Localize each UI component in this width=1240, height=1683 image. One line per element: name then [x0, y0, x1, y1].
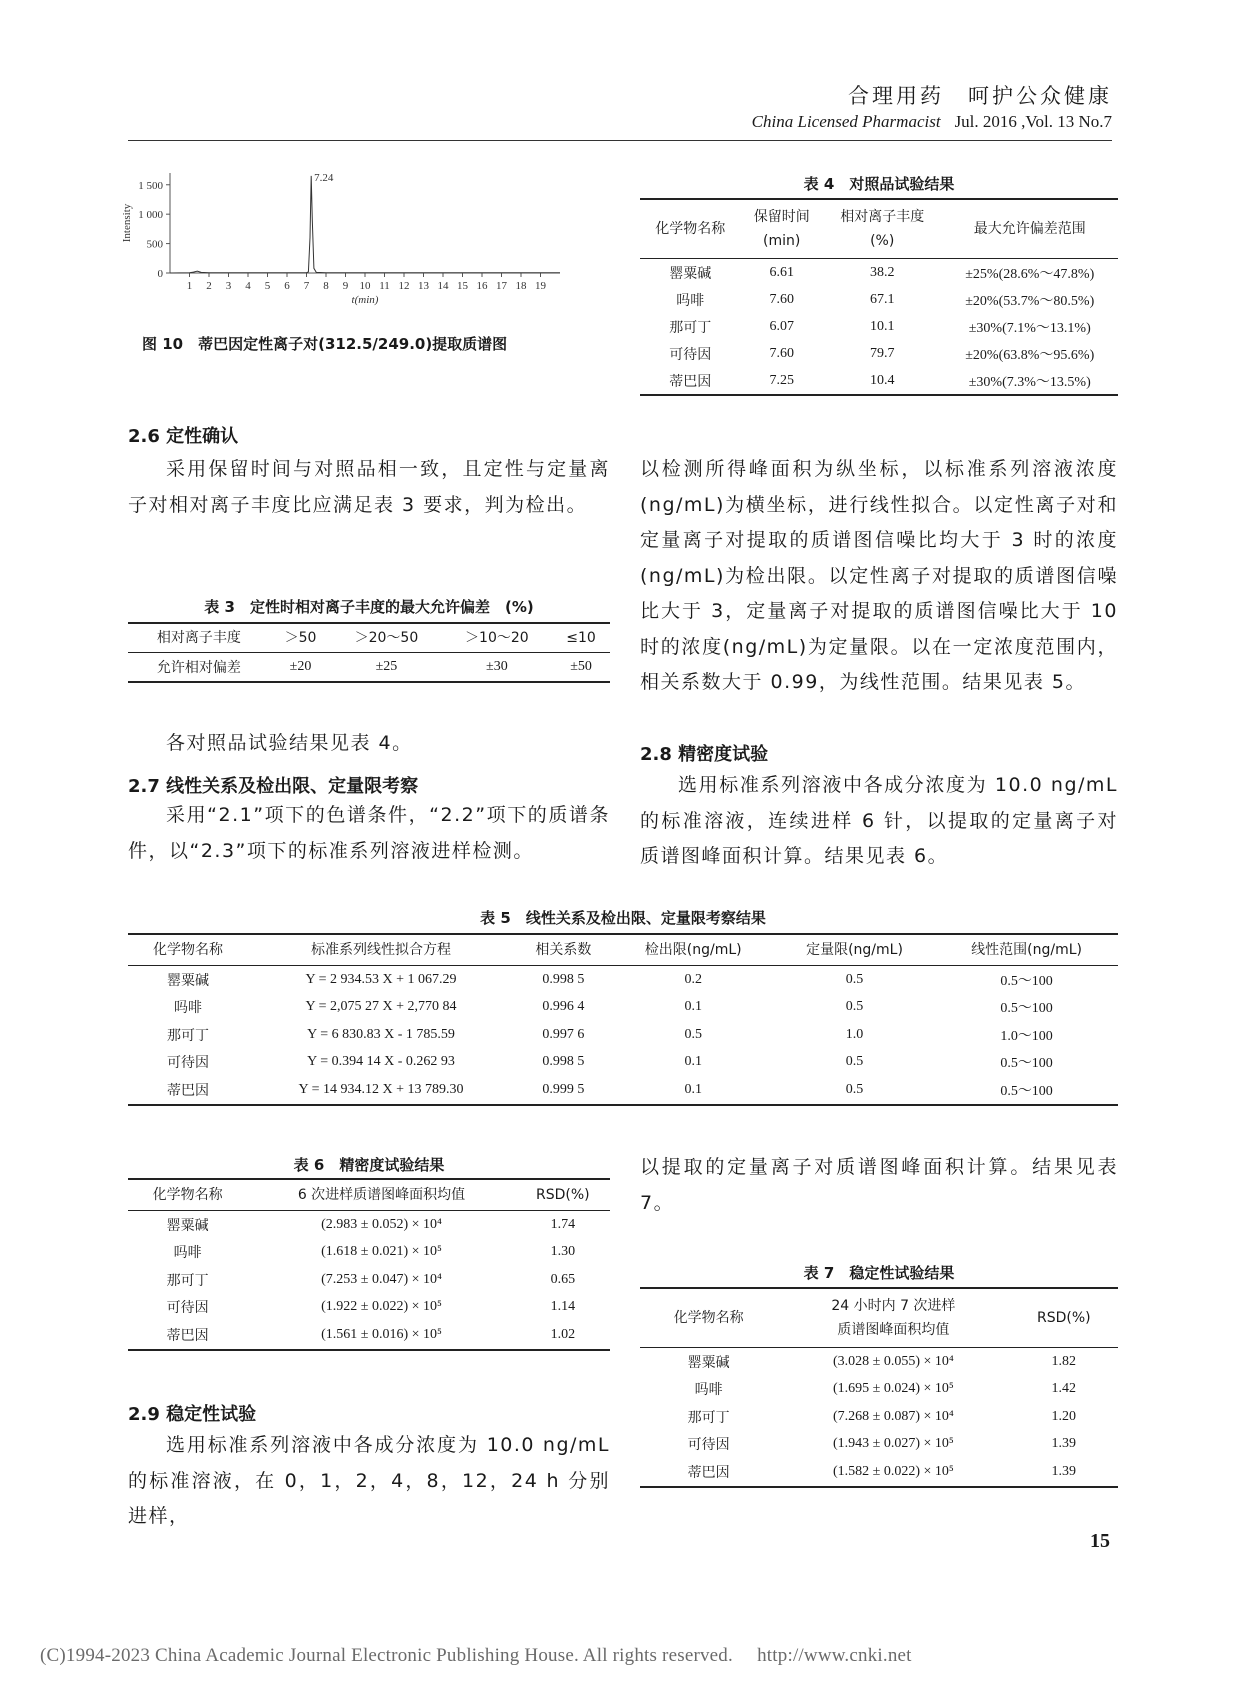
- table-row: [128, 994, 1118, 1022]
- table6-cell: 1.02: [516, 1321, 610, 1350]
- table5-cell: 0.996 4: [542, 999, 585, 1015]
- table3-cell: 允许相对偏差: [128, 653, 270, 683]
- table4-cell: 79.7: [869, 345, 895, 361]
- table4-cell: 7.25: [740, 367, 822, 395]
- table-row: [640, 1348, 1118, 1376]
- table-7: [640, 1287, 1118, 1488]
- section-2-7-title: 2.7 线性关系及检出限、定量限考察: [128, 776, 419, 797]
- table-5: [128, 933, 1118, 1106]
- table7-cell: 吗啡: [694, 1382, 723, 1399]
- table5-header-3: 检出限(ng/mL): [613, 934, 774, 966]
- table5-cell: Y = 2 934.53 X + 1 067.29: [305, 971, 457, 987]
- table5-cell: 吗啡: [173, 1000, 202, 1017]
- table-7-caption: 表 7 稳定性试验结果: [803, 1264, 955, 1282]
- table5-cell: 1.0: [845, 1026, 864, 1042]
- table5-cell: 0.5: [845, 1054, 864, 1070]
- table-row: [640, 313, 1118, 340]
- x-tick-label: 8: [323, 280, 329, 292]
- table6-cell: 1.74: [550, 1216, 576, 1232]
- section-2-9-text-left: 选用标准系列溶液中各成分浓度为 10.0 ng/mL 的标准溶液，在 0，1，2，4，8，12，24 h 分别进样，: [128, 1434, 610, 1527]
- x-tick-label: 18: [515, 280, 527, 292]
- table4-cell: 那可丁: [669, 319, 712, 336]
- table7-cell: 1.42: [1051, 1381, 1077, 1397]
- table4-cell: 蒂巴因: [640, 367, 740, 395]
- table6-cell: (1.618 ± 0.021) × 10⁵: [321, 1244, 442, 1260]
- journal-info: [752, 112, 1112, 132]
- table5-cell: 0.1: [613, 1076, 774, 1105]
- table5-cell: 那可丁: [166, 1027, 209, 1044]
- table4-cell: 可待因: [669, 346, 712, 363]
- table7-cell: (1.695 ± 0.024) × 10⁵: [833, 1381, 954, 1397]
- table5-cell: 罂粟碱: [166, 972, 209, 989]
- table7-cell: (3.028 ± 0.055) × 10⁴: [833, 1353, 954, 1369]
- table7-cell: (7.268 ± 0.087) × 10⁴: [833, 1408, 954, 1424]
- table5-cell: 1.0～100: [1000, 1028, 1053, 1044]
- table7-cell: 1.20: [1051, 1408, 1077, 1424]
- table4-cell: 6.07: [769, 318, 794, 334]
- table4-cell: ±30%(7.1%～13.1%): [968, 320, 1091, 336]
- x-tick-label: 6: [284, 280, 290, 292]
- table6-cell: 1.14: [550, 1299, 576, 1315]
- table3-header-1: ＞50: [270, 623, 331, 653]
- x-tick-label: 14: [437, 280, 449, 292]
- table-3: [128, 622, 610, 683]
- table-row: [640, 1403, 1118, 1431]
- table6-cell: (1.922 ± 0.022) × 10⁵: [321, 1299, 442, 1315]
- table4-cell: 罂粟碱: [669, 265, 712, 282]
- table-4-reference: 各对照品试验结果见表 4。: [166, 732, 413, 754]
- table5-cell: 0.999 5: [514, 1076, 612, 1105]
- y-tick-label: 0: [157, 268, 163, 280]
- y-tick-label: 500: [146, 238, 163, 251]
- table-row: [640, 1376, 1118, 1404]
- table5-cell: 0.998 5: [542, 1054, 585, 1070]
- y-tick-label: 1 000: [138, 209, 163, 222]
- x-tick-label: 19: [535, 280, 546, 292]
- table5-cell: 0.5～100: [1000, 1001, 1053, 1017]
- x-tick-label: 10: [359, 280, 371, 292]
- y-axis-label: Intensity: [121, 203, 133, 243]
- table6-cell: 可待因: [166, 1300, 209, 1317]
- table5-cell: 可待因: [166, 1055, 209, 1072]
- table4-header-2: 相对离子丰度 (%): [823, 199, 942, 259]
- table4-cell: 10.1: [869, 318, 895, 334]
- table5-header-0: 化学物名称: [128, 934, 248, 966]
- journal-issue: Jul. 2016 ,Vol. 13 No.7: [954, 112, 1112, 131]
- section-2-9-title: 2.9 稳定性试验: [128, 1404, 257, 1425]
- table-6-caption: 表 6 精密度试验结果: [293, 1156, 445, 1174]
- section-2-8-text: 选用标准系列溶液中各成分浓度为 10.0 ng/mL 的标准溶液，连续进样 6 针，以提取的定量离子对质谱图峰面积计算。结果见表 6。: [640, 774, 1118, 867]
- table5-cell: 蒂巴因: [128, 1076, 248, 1105]
- table5-cell: 0.5～100: [1000, 973, 1053, 989]
- table3-header-3: ＞10～20: [442, 623, 552, 653]
- table5-cell: Y = 0.394 14 X - 0.262 93: [307, 1054, 455, 1070]
- table6-cell: 1.30: [550, 1244, 576, 1260]
- table3-header-4: ≤10: [552, 623, 610, 653]
- x-axis-label: t(min): [351, 294, 379, 306]
- x-tick-label: 11: [379, 280, 390, 292]
- table7-cell: 1.82: [1051, 1353, 1077, 1369]
- table-row: [640, 1458, 1118, 1487]
- table7-header-2: RSD(%): [1010, 1288, 1118, 1348]
- table-6: [128, 1178, 610, 1351]
- table4-cell: 7.60: [769, 345, 794, 361]
- table-row: [128, 1211, 610, 1239]
- x-tick-label: 1: [186, 280, 193, 292]
- table5-cell: 0.2: [684, 971, 702, 987]
- journal-name: China Licensed Pharmacist: [751, 112, 941, 131]
- header-slogan: 合理用药 呵护公众健康: [848, 84, 1112, 108]
- table5-cell: Y = 2,075 27 X + 2,770 84: [305, 999, 457, 1015]
- table7-cell: 罂粟碱: [687, 1354, 730, 1371]
- table-row: [128, 1076, 1118, 1105]
- x-tick-label: 15: [457, 280, 468, 292]
- section-2-7-text-left: 采用“2.1”项下的色谱条件，“2.2”项下的质谱条件，以“2.3”项下的标准系列溶液进样检测。: [128, 804, 610, 862]
- table4-cell: ±25%(28.6%～47.8%): [965, 266, 1095, 282]
- x-tick-label: 2: [206, 280, 212, 292]
- table7-header-1: 24 小时内 7 次进样 质谱图峰面积均值: [777, 1288, 1009, 1348]
- table5-header-5: 线性范围(ng/mL): [935, 934, 1118, 966]
- table5-cell: 0.5: [845, 999, 864, 1015]
- table3-header-2: ＞20～50: [331, 623, 441, 653]
- table5-cell: Y = 6 830.83 X - 1 785.59: [307, 1026, 455, 1042]
- table4-cell: 38.2: [869, 264, 895, 280]
- table4-cell: ±30%(7.3%～13.5%): [941, 367, 1118, 395]
- x-tick-label: 17: [496, 280, 507, 292]
- table5-header-2: 相关系数: [514, 934, 612, 966]
- table-row: [640, 1431, 1118, 1459]
- table7-cell: 1.39: [1051, 1436, 1077, 1452]
- table7-cell: 蒂巴因: [640, 1458, 777, 1487]
- table6-cell: 蒂巴因: [128, 1321, 247, 1350]
- table4-cell: 7.60: [769, 291, 794, 307]
- table-row: [640, 340, 1118, 367]
- table-row: [640, 259, 1118, 287]
- table3-header-0: 相对离子丰度: [128, 623, 270, 653]
- table5-header-1: 标准系列线性拟合方程: [248, 934, 514, 966]
- table-row: [640, 367, 1118, 395]
- table-4: [640, 198, 1118, 396]
- table4-header-0: 化学物名称: [640, 199, 740, 259]
- section-2-6-title: 2.6 定性确认: [128, 426, 239, 447]
- y-tick-label: 1 500: [138, 179, 163, 192]
- x-tick-label: 9: [342, 280, 349, 292]
- table5-cell: 0.1: [684, 1054, 702, 1070]
- table5-header-4: 定量限(ng/mL): [774, 934, 935, 966]
- table-3-caption: 表 3 定性时相对离子丰度的最大允许偏差 (%): [204, 598, 534, 616]
- table5-cell: 0.998 5: [542, 971, 585, 987]
- table3-cell: ±20: [270, 653, 331, 683]
- table-5-caption: 表 5 线性关系及检出限、定量限考察结果: [480, 909, 766, 927]
- table7-cell: (1.582 ± 0.022) × 10⁵: [777, 1458, 1009, 1487]
- table4-cell: 6.61: [769, 264, 794, 280]
- table5-cell: 0.5: [684, 1026, 702, 1042]
- table-row: [128, 966, 1118, 994]
- x-tick-label: 7: [303, 280, 310, 292]
- table6-cell: 0.65: [550, 1271, 576, 1287]
- table-4-caption: 表 4 对照品试验结果: [803, 175, 955, 193]
- table4-cell: 吗啡: [676, 292, 705, 309]
- table6-header-0: 化学物名称: [128, 1179, 247, 1211]
- table-row: [128, 1266, 610, 1294]
- table5-cell: Y = 14 934.12 X + 13 789.30: [248, 1076, 514, 1105]
- x-tick-label: 12: [398, 280, 410, 292]
- section-2-8-title: 2.8 精密度试验: [640, 744, 769, 765]
- table7-cell: 那可丁: [687, 1409, 730, 1426]
- table-row: [128, 1021, 1118, 1049]
- table4-cell: ±20%(63.8%～95.6%): [965, 347, 1095, 363]
- table5-cell: 0.5～100: [1000, 1056, 1053, 1072]
- table6-cell: 那可丁: [166, 1272, 209, 1289]
- x-tick-label: 5: [264, 280, 271, 292]
- table4-cell: 67.1: [869, 291, 895, 307]
- figure-10-chart: [120, 165, 610, 325]
- table6-cell: (2.983 ± 0.052) × 10⁴: [321, 1216, 442, 1232]
- table4-header-3: 最大允许偏差范围: [941, 199, 1118, 259]
- table7-header-0: 化学物名称: [640, 1288, 777, 1348]
- table5-cell: 0.5: [774, 1076, 935, 1105]
- table6-header-2: RSD(%): [516, 1179, 610, 1211]
- table-row: [640, 286, 1118, 313]
- table3-cell: ±25: [331, 653, 441, 683]
- table5-cell: 0.997 6: [542, 1026, 585, 1042]
- section-2-7-text-right: 以检测所得峰面积为纵坐标，以标准系列溶液浓度(ng/mL)为横坐标，进行线性拟合。以定性离子对和定量离子对提取的质谱图信噪比均大于 3 时的浓度(ng/mL)为检出限。以定性离子对提取的质谱图信噪比大于 3，定量离子对提取的质谱图信噪比大于 10 时的浓度(ng/mL)为定量限。以在一定浓度范围内，相关系数大于 0.99，为线性范围。结果见表 5。: [640, 458, 1118, 693]
- x-tick-label: 4: [245, 280, 251, 292]
- table5-cell: 0.5～100: [935, 1076, 1118, 1105]
- x-tick-label: 16: [476, 280, 488, 292]
- figure-10-caption: 图 10 蒂巴因定性离子对(312.5/249.0)提取质谱图: [142, 335, 508, 353]
- table5-cell: 0.5: [845, 971, 864, 987]
- peak-label: 7.24: [314, 172, 334, 184]
- table5-cell: 0.1: [684, 999, 702, 1015]
- table6-cell: 罂粟碱: [166, 1217, 209, 1234]
- table6-cell: (7.253 ± 0.047) × 10⁴: [321, 1271, 442, 1287]
- table6-header-1: 6 次进样质谱图峰面积均值: [247, 1179, 515, 1211]
- table3-cell: ±30: [442, 653, 552, 683]
- section-2-9-text-right: 以提取的定量离子对质谱图峰面积计算。结果见表 7。: [640, 1156, 1118, 1214]
- header-rule: [128, 140, 1112, 141]
- table-row: [128, 1049, 1118, 1077]
- table-row: [128, 1294, 610, 1322]
- table-row: [128, 1239, 610, 1267]
- x-tick-label: 3: [225, 280, 232, 292]
- table4-cell: ±20%(53.7%～80.5%): [965, 293, 1095, 309]
- table6-cell: (1.561 ± 0.016) × 10⁵: [247, 1321, 515, 1350]
- table7-cell: (1.943 ± 0.027) × 10⁵: [833, 1436, 954, 1452]
- table4-cell: 10.4: [823, 367, 942, 395]
- table3-cell: ±50: [552, 653, 610, 683]
- page-number: 15: [1090, 1530, 1110, 1552]
- copyright-footer: (C)1994-2023 China Academic Journal Electronic Publishing House. All rights reserved. http://www.cnki.net: [40, 1645, 912, 1666]
- table-row: [128, 1321, 610, 1350]
- x-tick-label: 13: [418, 280, 429, 292]
- table-row: [128, 653, 610, 683]
- table7-cell: 1.39: [1010, 1458, 1118, 1487]
- section-2-6-text: 采用保留时间与对照品相一致，且定性与定量离子对相对离子丰度比应满足表 3 要求，判为检出。: [128, 458, 610, 516]
- table7-cell: 可待因: [687, 1437, 730, 1454]
- table6-cell: 吗啡: [173, 1245, 202, 1262]
- table4-header-1: 保留时间 (min): [740, 199, 822, 259]
- chromatogram-line: [170, 176, 560, 273]
